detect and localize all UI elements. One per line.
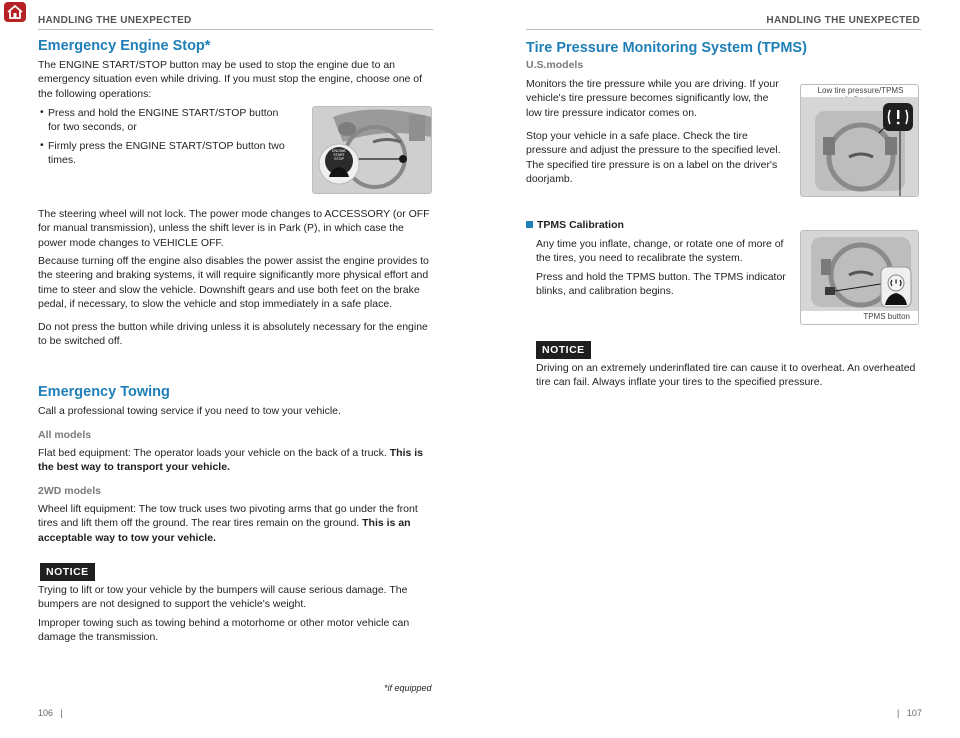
- page-number-right-value: 107: [906, 708, 922, 718]
- engine-stop-title: Emergency Engine Stop*: [38, 38, 211, 54]
- tpms-calibration-title: TPMS Calibration: [537, 219, 624, 231]
- towing-title: Emergency Towing: [38, 384, 170, 400]
- twowd-text-bold: This is an acceptable way to tow your vehicle.: [38, 517, 411, 544]
- engine-start-stop-figure: [312, 106, 432, 194]
- twowd-text-body: Wheel lift equipment: The tow truck uses two pivoting arms that go under the front tires and lift them off the ground. The rear tires remain on the ground.: [38, 503, 418, 530]
- tpms-notice-badge: NOTICE: [536, 341, 591, 359]
- tpms-title: Tire Pressure Monitoring System (TPMS): [526, 40, 807, 56]
- tpms-para-1: Monitors the tire pressure while you are driving. If your vehicle's tire pressure becomes significantly low, the low tire pressure indicator comes on.: [526, 78, 779, 119]
- tpms-para-2: Stop your vehicle in a safe place. Check the tire pressure and adjust the pressure to the specified level. The specified tire pressure is on a label on the driver's doorjamb.: [526, 130, 781, 186]
- engine-stop-para-2: Because turning off the engine also disables the power assist the engine provides to the steering and braking systems, it will require significantly more physical effort and time to steer and slow the vehicle. Downshift gears and use both feet on the brake pedal, if necessary, to slow the vehicle and stop immediately in a safe place.: [38, 255, 429, 311]
- bullet-dot: •: [40, 139, 44, 151]
- footnote: *if equipped: [384, 683, 432, 693]
- towing-notice-badge: NOTICE: [40, 563, 95, 581]
- engine-stop-intro: The ENGINE START/STOP button may be used to stop the engine due to an emergency situation even while driving. If you must stop the engine, choose one of the following operations:: [38, 59, 423, 100]
- tpms-region-label: U.S.models: [526, 59, 584, 71]
- page-number-left-value: 106: [38, 708, 54, 718]
- engine-stop-para-3: Do not press the button while driving unless it is absolutely necessary for the engine to be switched off.: [38, 321, 428, 348]
- engine-stop-para-1: The steering wheel will not lock. The power mode changes to ACCESSORY (or OFF for manual transmission), unless the shift lever is in Park (P), in which case the power mode changes to VEHICLE OFF.: [38, 208, 430, 249]
- all-models-text-bold: This is the best way to transport your vehicle.: [38, 447, 424, 474]
- towing-notice-para-1: Trying to lift or tow your vehicle by the bumpers will cause serious damage. The bumpers are not designed to support the vehicle's weight.: [38, 584, 408, 611]
- left-header-rule: [38, 29, 433, 30]
- twowd-models-label: 2WD models: [38, 485, 102, 497]
- home-icon[interactable]: [4, 2, 26, 22]
- tpms-indicator-caption: Low tire pressure/TPMS: [817, 86, 904, 95]
- all-models-text-body: Flat bed equipment: The operator loads your vehicle on the back of a truck.: [38, 447, 387, 459]
- left-running-header: HANDLING THE UNEXPECTED: [38, 15, 192, 26]
- tpms-button-figure: [800, 230, 919, 325]
- tpms-button-caption: TPMS button: [863, 312, 910, 321]
- page-number-right: | 107: [897, 708, 922, 718]
- section-square-icon: [526, 221, 533, 228]
- twowd-models-text: [38, 502, 433, 545]
- page-number-left: 106 |: [38, 708, 63, 718]
- tpms-indicator-figure: [800, 84, 919, 197]
- towing-intro: Call a professional towing service if you need to tow your vehicle.: [38, 405, 341, 417]
- tpms-calib-para-2: Press and hold the TPMS button. The TPMS indicator blinks, and calibration begins.: [536, 271, 786, 298]
- tpms-calib-para-1: Any time you inflate, change, or rotate one of more of the tires, you need to recalibrate the system.: [536, 238, 784, 265]
- all-models-label: All models: [38, 429, 92, 441]
- towing-notice-para-2: Improper towing such as towing behind a motorhome or other motor vehicle can damage the transmission.: [38, 617, 410, 644]
- right-running-header: HANDLING THE UNEXPECTED: [766, 15, 920, 26]
- bullet-dot: •: [40, 106, 44, 118]
- engine-stop-bullet-1: Press and hold the ENGINE START/STOP button for two seconds, or: [48, 107, 279, 134]
- all-models-text: [38, 446, 433, 475]
- tpms-notice-text: Driving on an extremely underinflated tire can cause it to overheat. An overheated tire can fail. Always inflate your tires to the specified pressure.: [536, 362, 916, 389]
- engine-button-label: ENGINE START STOP: [332, 149, 346, 162]
- tpms-calibration-heading: [526, 219, 624, 231]
- engine-stop-bullet-2: Firmly press the ENGINE START/STOP button two times.: [48, 140, 285, 167]
- right-header-rule: [526, 29, 921, 30]
